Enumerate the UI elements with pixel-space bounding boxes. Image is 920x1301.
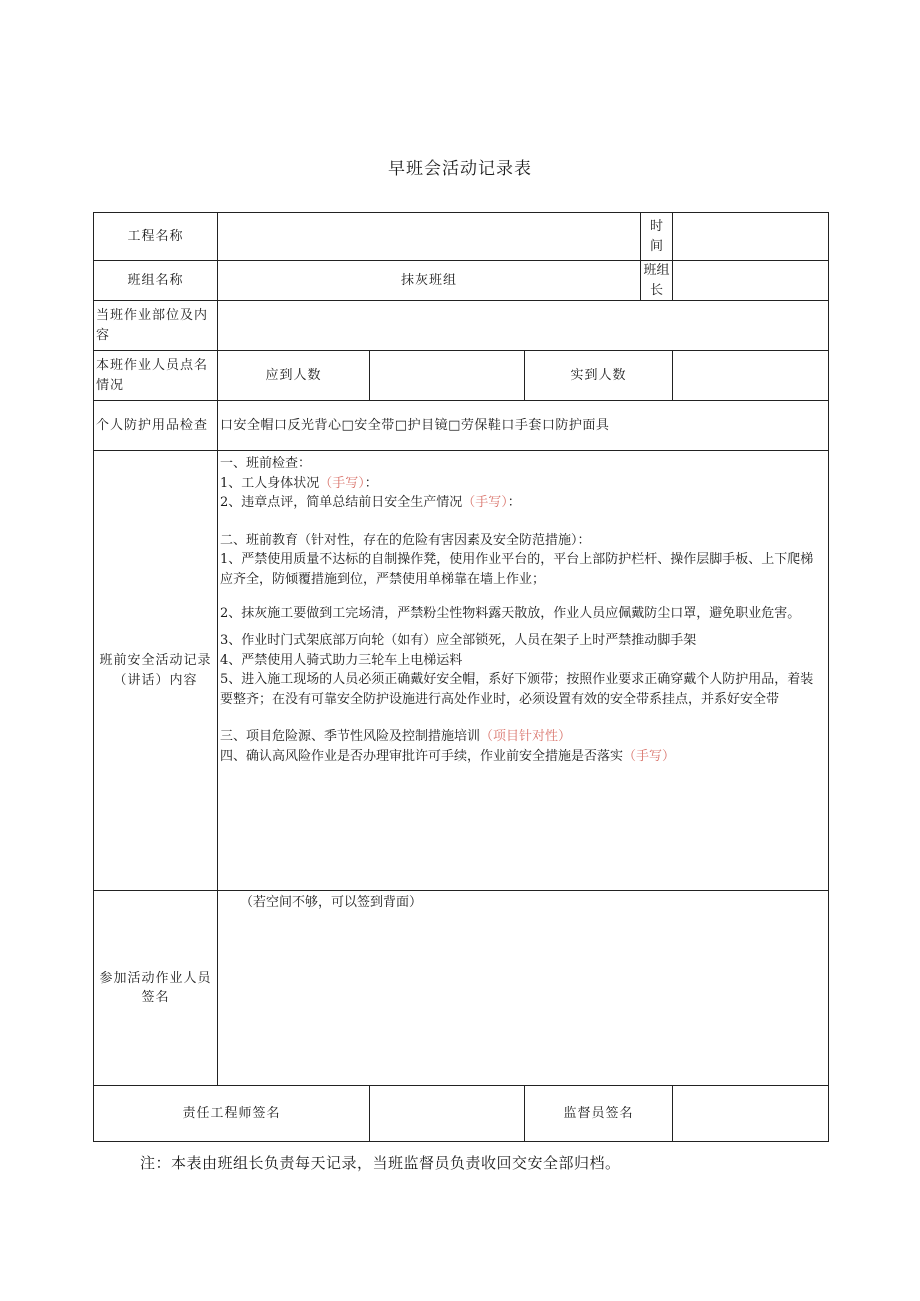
s2-heading: 二、班前教育（针对性，存在的危险有害因素及安全防范措施）： xyxy=(220,532,591,548)
team-leader-field[interactable] xyxy=(673,261,829,301)
handwrite-hint: （项目针对性） xyxy=(480,729,572,744)
s4-heading: 四、确认高风险作业是否办理审批许可手续，作业前安全措施是否落实（手写） xyxy=(220,748,676,764)
row-roll-call xyxy=(94,351,829,401)
activity-content xyxy=(218,451,829,891)
row-ppe xyxy=(94,401,829,451)
signatures-label: 参加活动作业人员签名 xyxy=(94,891,218,1086)
s2-item1: 1、严禁使用质量不达标的自制操作凳，使用作业平台的，平台上部防护栏杆、操作层脚手板、上下爬梯应齐全，防倾覆措施到位，严禁使用单梯靠在墙上作业； xyxy=(220,552,814,587)
handwrite-hint: （手写） xyxy=(462,495,508,510)
row-activity xyxy=(94,451,829,891)
expected-count-field[interactable] xyxy=(370,351,525,401)
s3-heading: 三、项目危险源、季节性风险及控制措施培训（项目针对性） xyxy=(220,729,572,744)
s2-item2: 2、抹灰施工要做到工完场清，严禁粉尘性物料露天散放，作业人员应佩戴防尘口罩，避免职业危害。 xyxy=(220,606,801,621)
work-area-label: 当班作业部位及内容 xyxy=(94,301,218,351)
signatures-area[interactable] xyxy=(218,891,829,1086)
row-project xyxy=(94,213,829,261)
ppe-label: 个人防护用品检查 xyxy=(94,401,218,451)
s1-heading: 一、班前检查： xyxy=(220,456,312,471)
morning-meeting-form xyxy=(93,212,829,1142)
activity-label: 班前安全活动记录（讲话）内容 xyxy=(94,451,218,891)
s1-item1: 1、工人身体状况（手写）： xyxy=(220,475,378,491)
actual-count-label: 实到人数 xyxy=(525,351,673,401)
row-team xyxy=(94,261,829,301)
team-leader-label: 班组长 xyxy=(641,261,673,301)
expected-count-label: 应到人数 xyxy=(218,351,370,401)
handwrite-hint: （手写） xyxy=(319,475,365,491)
page-title: 早班会活动记录表 xyxy=(388,159,532,179)
work-area-field[interactable] xyxy=(218,301,829,351)
row-work-area xyxy=(94,301,829,351)
row-signatures xyxy=(94,891,829,1086)
engineer-sign-field[interactable] xyxy=(370,1086,525,1142)
row-sign-off xyxy=(94,1086,829,1142)
s2-item3: 3、作业时门式架底部万向轮（如有）应全部锁死，人员在架子上时严禁推动脚手架 xyxy=(220,633,697,648)
project-name-field[interactable] xyxy=(218,213,641,261)
s2-item4: 4、严禁使用人骑式助力三轮车上电梯运料 xyxy=(220,652,463,668)
engineer-sign-label: 责任工程师签名 xyxy=(94,1086,370,1142)
handwrite-hint: （手写） xyxy=(623,748,676,764)
team-name-label: 班组名称 xyxy=(94,261,218,301)
time-label: 时 间 xyxy=(641,213,673,261)
roll-call-label: 本班作业人员点名情况 xyxy=(94,351,218,401)
time-field[interactable] xyxy=(673,213,829,261)
s1-item2: 2、违章点评，简单总结前日安全生产情况（手写）： xyxy=(220,495,521,510)
s2-item5: 5、进入施工现场的人员必须正确戴好安全帽，系好下颁带；按照作业要求正确穿戴个人防护用品，着装要整齐；在没有可靠安全防护设施进行高处作业时，必须设置有效的安全带系挂点，并系好安全带 xyxy=(220,672,814,707)
signatures-hint: （若空间不够，可以签到背面） xyxy=(240,895,423,910)
supervisor-sign-field[interactable] xyxy=(673,1086,829,1142)
team-name-field[interactable]: 抹灰班组 xyxy=(218,261,641,301)
actual-count-field[interactable] xyxy=(673,351,829,401)
ppe-checklist[interactable]: 口安全帽口反光背心□安全带□护目镜□劳保鞋口手套口防护面具 xyxy=(218,401,829,451)
supervisor-sign-label: 监督员签名 xyxy=(525,1086,673,1142)
footer-note: 注：本表由班组长负责每天记录，当班监督员负责收回交安全部归档。 xyxy=(140,1154,621,1172)
project-name-label: 工程名称 xyxy=(94,213,218,261)
